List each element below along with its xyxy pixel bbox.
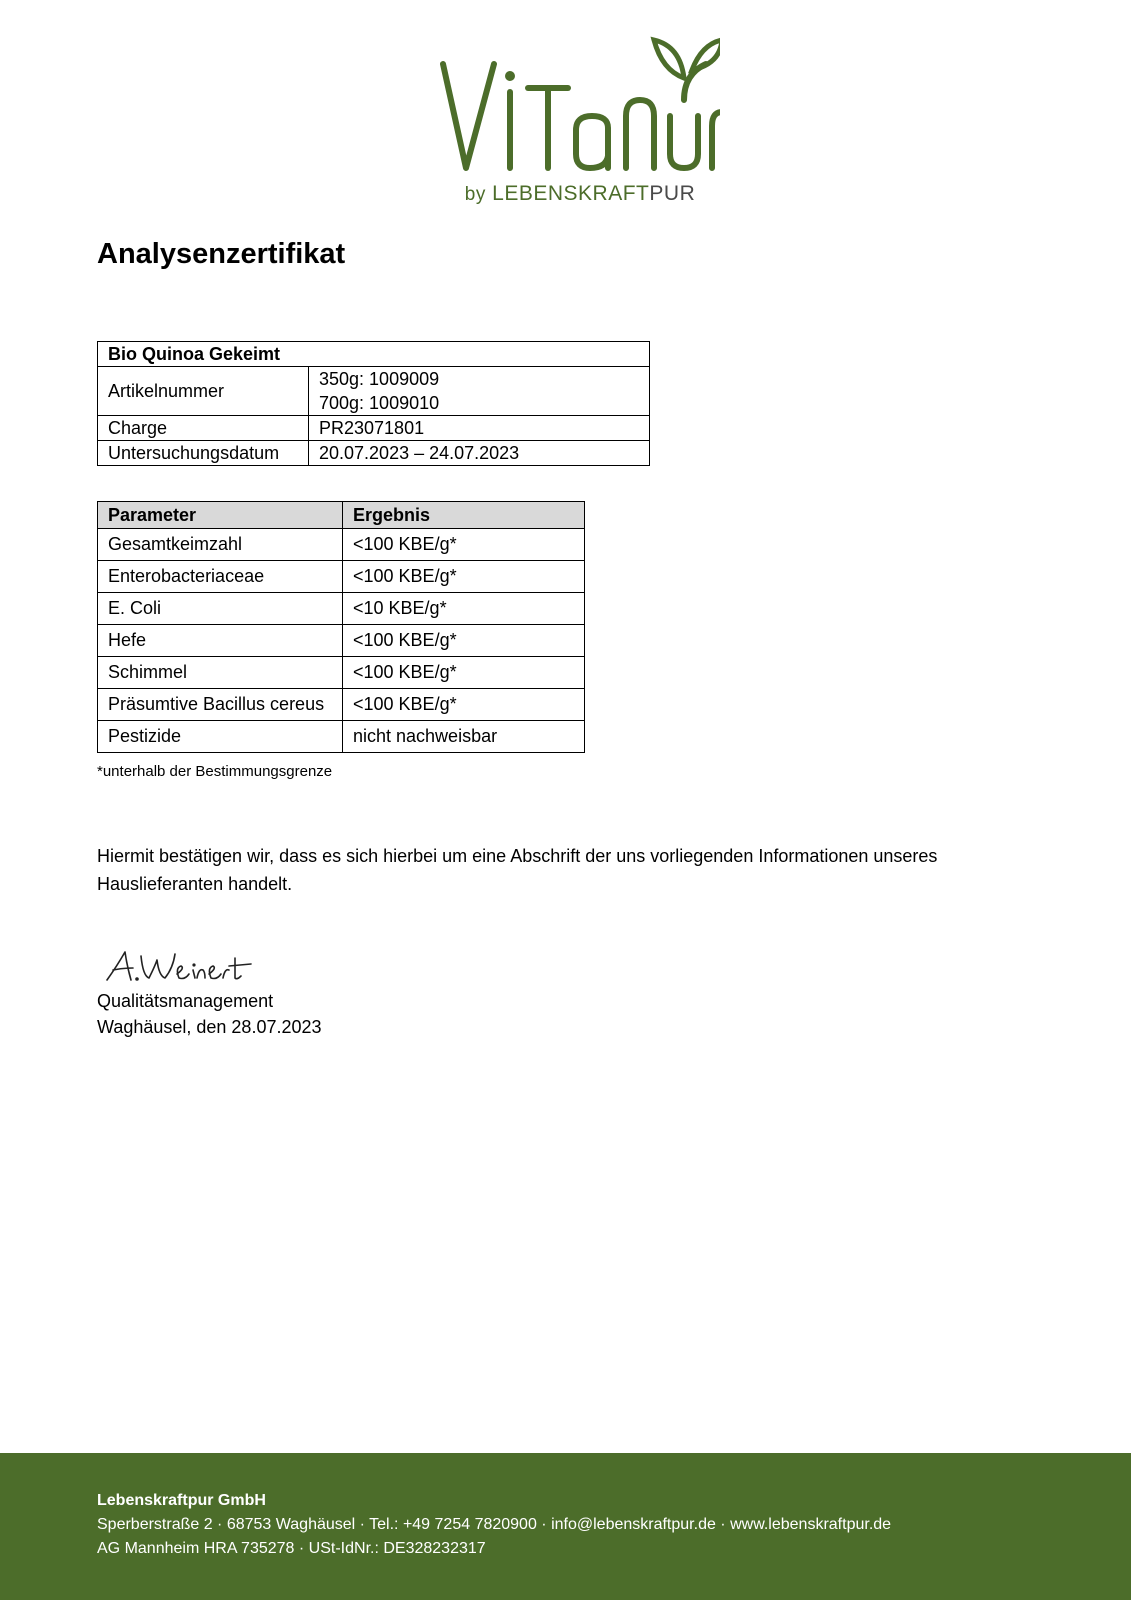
confirmation-text: Hiermit bestätigen wir, dass es sich hierbei um eine Abschrift der uns vorliegenden Informationen unseres Hauslieferanten handelt. (97, 846, 938, 894)
parameter-cell: Gesamtkeimzahl (98, 529, 343, 561)
footer (0, 1453, 1131, 1600)
signatory-block (97, 988, 322, 1040)
product-name: Bio Quinoa Gekeimt (98, 342, 650, 367)
header-result: Ergebnis (343, 502, 585, 529)
parameter-cell: Hefe (98, 625, 343, 657)
result-cell: <100 KBE/g* (343, 529, 585, 561)
result-cell: <100 KBE/g* (343, 689, 585, 721)
signature (103, 946, 263, 991)
logo-brand-second: PUR (649, 182, 696, 205)
table-row (98, 593, 585, 625)
result-cell: <10 KBE/g* (343, 593, 585, 625)
place-date: Waghäusel, den 28.07.2023 (97, 1017, 322, 1037)
table-row (98, 657, 585, 689)
parameter-cell: Schimmel (98, 657, 343, 689)
vitanur-logo (440, 30, 720, 215)
page-title: Analysenzertifikat (97, 238, 346, 270)
charge-label: Charge (98, 416, 309, 441)
result-cell: <100 KBE/g* (343, 561, 585, 593)
vitanur-wordmark (440, 30, 720, 180)
table-header-row (98, 502, 585, 529)
product-info-table (97, 341, 650, 466)
parameter-cell: Pestizide (98, 721, 343, 753)
parameter-table (97, 501, 585, 753)
table-row (98, 689, 585, 721)
result-cell: nicht nachweisbar (343, 721, 585, 753)
parameter-cell: Enterobacteriaceae (98, 561, 343, 593)
footer-address: Sperberstraße 2 · 68753 Waghäusel · Tel.: +49 7254 7820900 · info@lebenskraftpur.de · www.lebenskraftpur.de (97, 1516, 892, 1533)
table-row (98, 625, 585, 657)
table-row (98, 721, 585, 753)
article-label: Artikelnummer (98, 367, 309, 416)
signature-graphic (103, 946, 263, 986)
parameter-cell: E. Coli (98, 593, 343, 625)
department: Qualitätsmanagement (97, 991, 274, 1011)
result-cell: <100 KBE/g* (343, 657, 585, 689)
date-value: 20.07.2023 – 24.07.2023 (309, 441, 650, 466)
footnote: *unterhalb der Bestimmungsgrenze (97, 763, 333, 780)
logo-by: by (464, 184, 486, 205)
footer-company: Lebenskraftpur GmbH (97, 1492, 266, 1509)
table-row (98, 529, 585, 561)
article-value: 350g: 1009009 (319, 369, 440, 389)
charge-value: PR23071801 (309, 416, 650, 441)
logo-tagline (440, 182, 720, 206)
article-values (309, 367, 650, 416)
table-row (98, 561, 585, 593)
article-value: 700g: 1009010 (319, 393, 440, 413)
result-cell: <100 KBE/g* (343, 625, 585, 657)
logo-brand-first: LEBENSKRAFT (492, 182, 650, 205)
date-label: Untersuchungsdatum (98, 441, 309, 466)
header-parameter: Parameter (98, 502, 343, 529)
parameter-cell: Präsumtive Bacillus cereus (98, 689, 343, 721)
footer-register: AG Mannheim HRA 735278 · USt-IdNr.: DE328232317 (97, 1540, 486, 1557)
